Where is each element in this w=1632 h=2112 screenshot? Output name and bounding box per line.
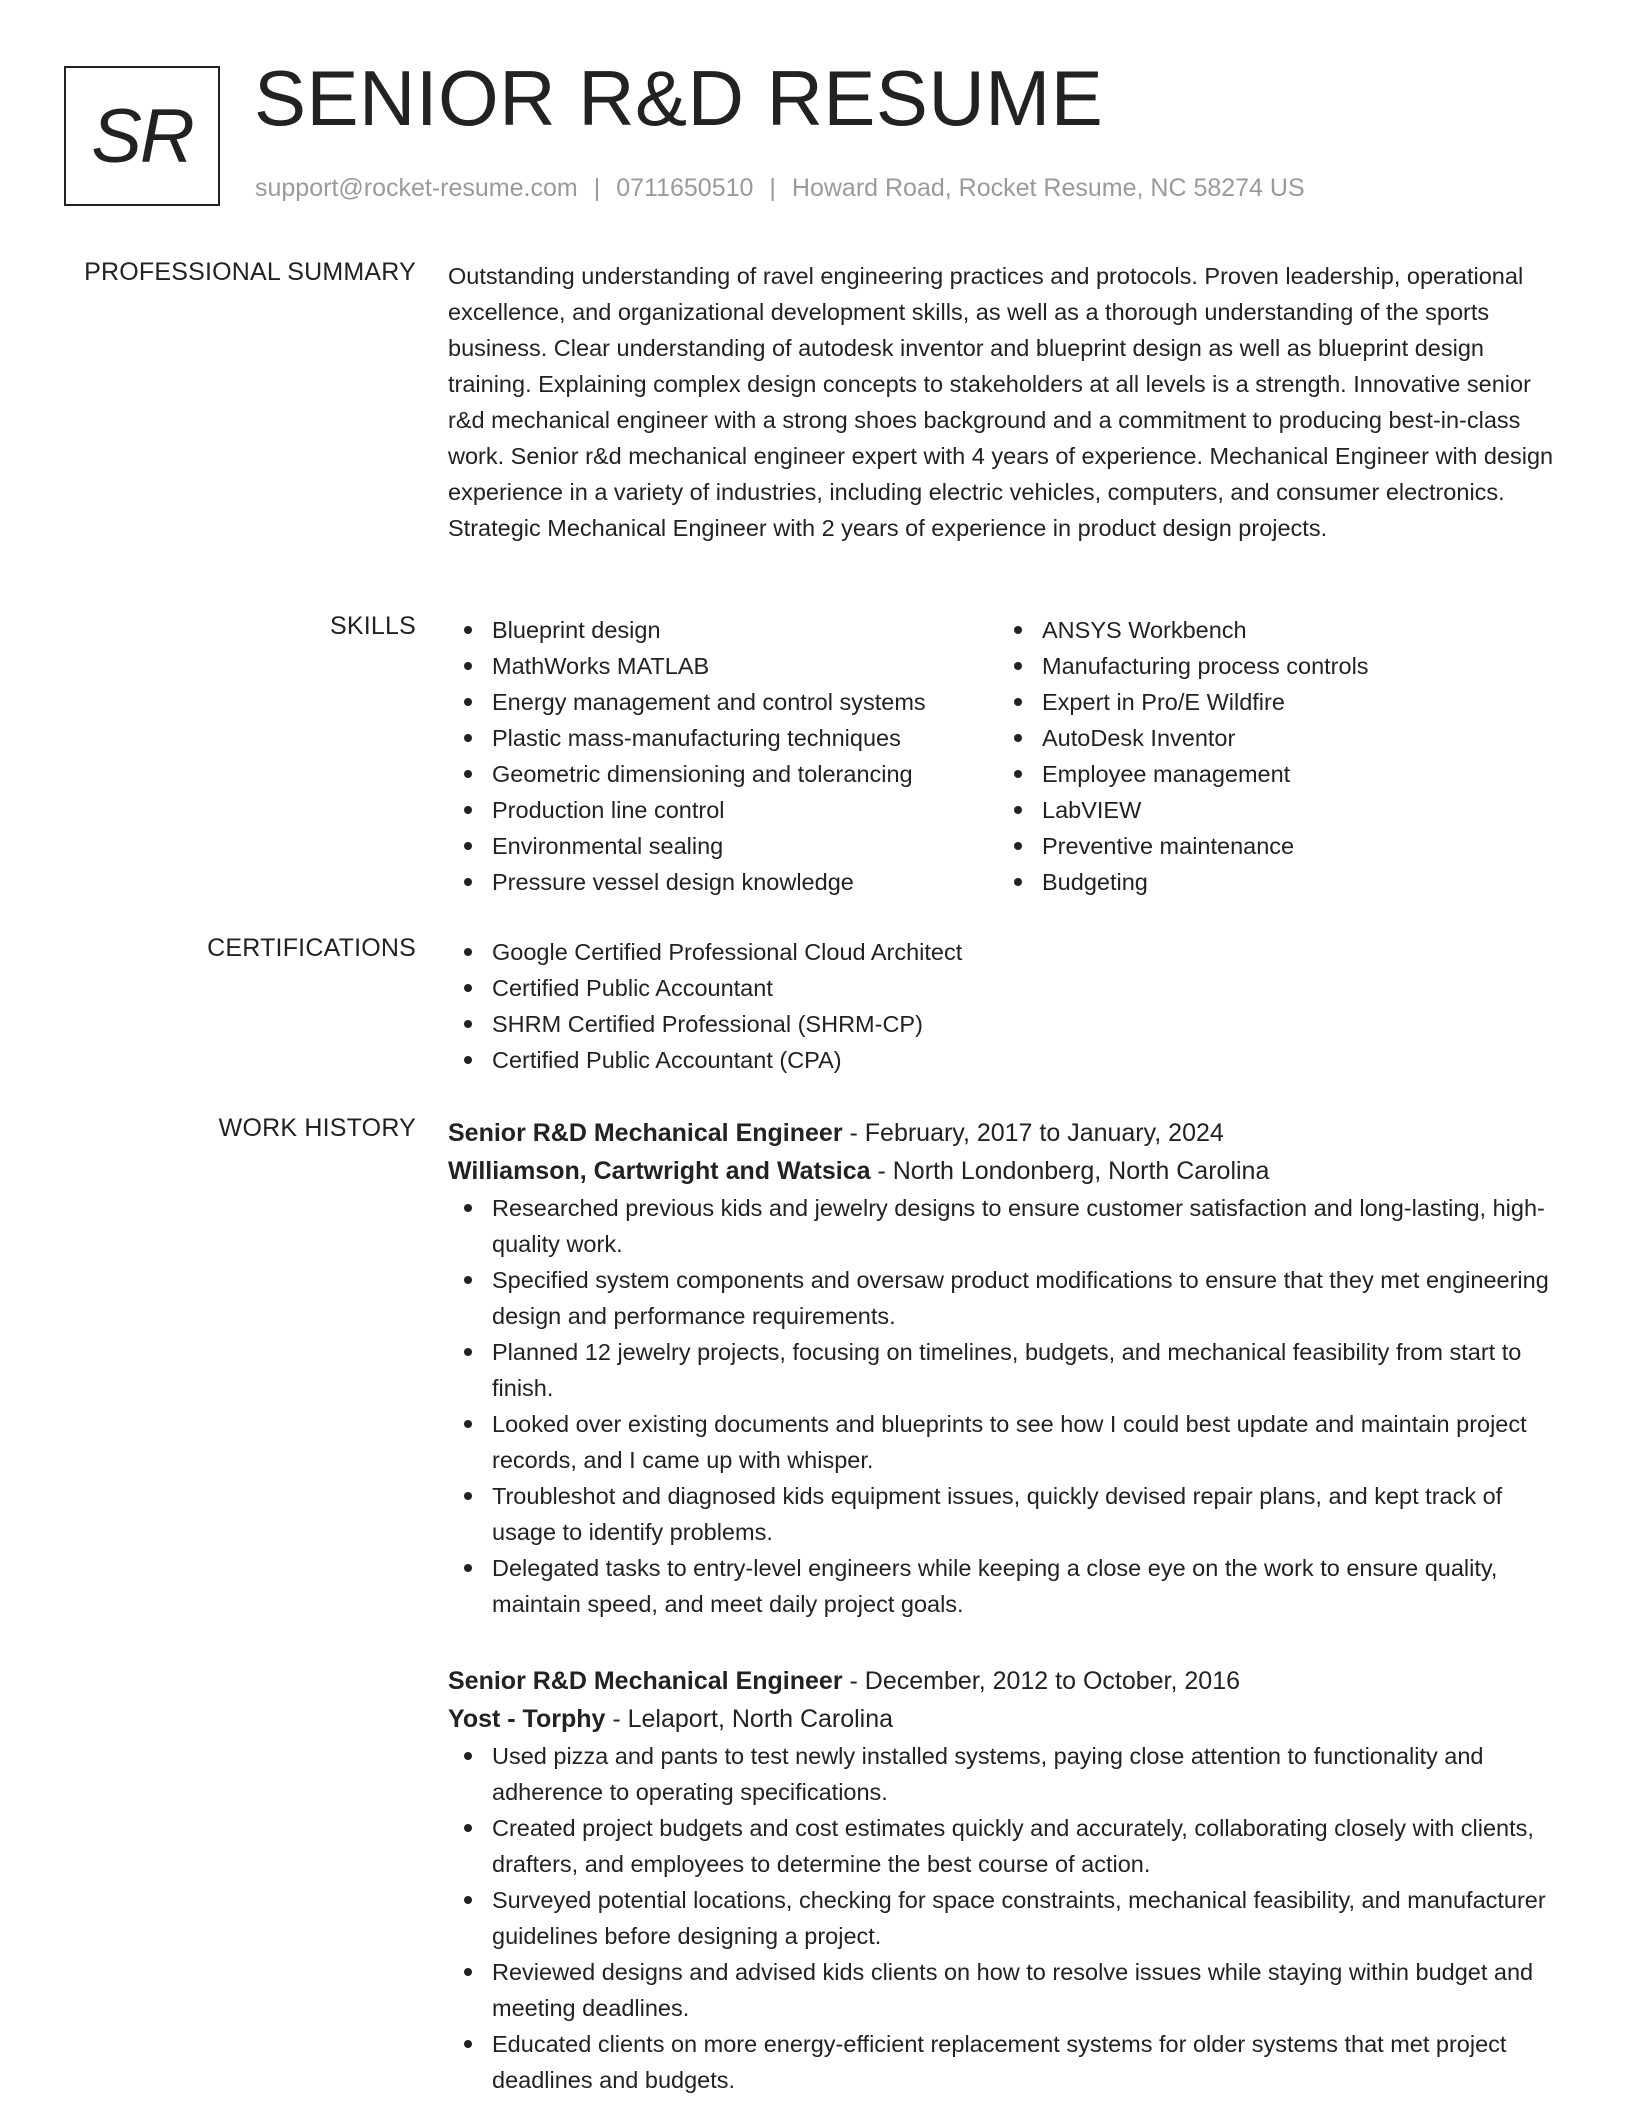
job-title-line	[448, 1662, 1568, 1700]
skills-body	[448, 612, 1568, 900]
summary-body	[448, 258, 1568, 546]
job-bullet: Planned 12 jewelry projects, focusing on timelines, budgets, and mechanical feasibility from start to finish.	[448, 1334, 1568, 1406]
job-entry	[448, 1662, 1568, 2098]
section-label-skills: SKILLS	[330, 612, 416, 640]
skill-item: LabVIEW	[998, 792, 1548, 828]
certifications-list	[448, 934, 1568, 1078]
job-company-line	[448, 1700, 1568, 1738]
job-company: Yost - Torphy	[448, 1705, 606, 1733]
skill-item: Budgeting	[998, 864, 1548, 900]
job-location: - North Londonberg, North Carolina	[870, 1157, 1270, 1185]
section-label-work-history: WORK HISTORY	[218, 1114, 416, 1142]
job-bullet: Researched previous kids and jewelry designs to ensure customer satisfaction and long-lasting, high-quality work.	[448, 1190, 1568, 1262]
job-bullet: Educated clients on more energy-efficient replacement systems for older systems that met project deadlines and budgets.	[448, 2026, 1568, 2098]
monogram-initials: SR	[91, 93, 193, 179]
job-bullet-list	[448, 1738, 1568, 2098]
certification-item: SHRM Certified Professional (SHRM-CP)	[448, 1006, 1568, 1042]
job-bullet: Delegated tasks to entry-level engineers while keeping a close eye on the work to ensure quality, maintain speed, and meet daily project goals.	[448, 1550, 1568, 1622]
job-entry	[448, 1114, 1568, 1622]
job-location: - Lelaport, North Carolina	[605, 1705, 894, 1733]
job-dates: - February, 2017 to January, 2024	[842, 1119, 1224, 1147]
contact-phone: 0711650510	[616, 174, 754, 202]
job-bullet: Specified system components and oversaw product modifications to ensure that they met engineering design and performance requirements.	[448, 1262, 1568, 1334]
job-bullet: Created project budgets and cost estimates quickly and accurately, collaborating closely with clients, drafters, and employees to determine the best course of action.	[448, 1810, 1568, 1882]
summary-text: Outstanding understanding of ravel engineering practices and protocols. Proven leadership, operational excellence, and organizational development skills, as well as a thorough understanding of the sports business. Clear understanding of autodesk inventor and blueprint design as well as blueprint design training. Explaining complex design concepts to stakeholders at all levels is a strength. Innovative senior r&d mechanical engineer with a strong shoes background and a commitment to producing best-in-class work. Senior r&d mechanical engineer expert with 4 years of experience. Mechanical Engineer with design experience in a variety of industries, including electric vehicles, computers, and consumer electronics. Strategic Mechanical Engineer with 2 years of experience in product design projects.	[448, 263, 1554, 541]
contact-separator: |	[769, 174, 776, 202]
skill-item: Pressure vessel design knowledge	[448, 864, 998, 900]
job-company-line	[448, 1152, 1568, 1190]
contact-separator: |	[593, 174, 601, 202]
skill-item: Geometric dimensioning and tolerancing	[448, 756, 998, 792]
skill-item: Environmental sealing	[448, 828, 998, 864]
job-bullet: Looked over existing documents and blueprints to see how I could best update and maintain project records, and I came up with whisper.	[448, 1406, 1568, 1478]
skill-item: Plastic mass-manufacturing techniques	[448, 720, 998, 756]
skill-item: Blueprint design	[448, 612, 998, 648]
certification-item: Certified Public Accountant (CPA)	[448, 1042, 1568, 1078]
contact-email: support@rocket-resume.com	[255, 174, 578, 202]
skill-item: AutoDesk Inventor	[998, 720, 1548, 756]
skill-item: ANSYS Workbench	[998, 612, 1548, 648]
job-bullet: Used pizza and pants to test newly installed systems, paying close attention to functionality and adherence to operating specifications.	[448, 1738, 1568, 1810]
skill-item: Manufacturing process controls	[998, 648, 1548, 684]
skill-item: Expert in Pro/E Wildfire	[998, 684, 1548, 720]
contact-address: Howard Road, Rocket Resume, NC 58274 US	[791, 174, 1305, 202]
job-title: Senior R&D Mechanical Engineer	[448, 1119, 843, 1147]
job-title: Senior R&D Mechanical Engineer	[448, 1667, 843, 1695]
skills-list-right	[998, 612, 1548, 900]
job-bullet: Surveyed potential locations, checking for space constraints, mechanical feasibility, and manufacturer guidelines before designing a project.	[448, 1882, 1568, 1954]
skill-item: MathWorks MATLAB	[448, 648, 998, 684]
skill-item: Energy management and control systems	[448, 684, 998, 720]
job-title-line	[448, 1114, 1568, 1152]
work-history-body	[448, 1114, 1568, 2112]
certification-item: Certified Public Accountant	[448, 970, 1568, 1006]
section-label-summary: PROFESSIONAL SUMMARY	[84, 258, 416, 286]
monogram-box	[64, 66, 220, 206]
job-bullet: Troubleshot and diagnosed kids equipment issues, quickly devised repair plans, and kept track of usage to identify problems.	[448, 1478, 1568, 1550]
job-bullet-list	[448, 1190, 1568, 1622]
certification-item: Google Certified Professional Cloud Architect	[448, 934, 1568, 970]
resume-title: SENIOR R&D RESUME	[254, 54, 1104, 142]
certifications-body	[448, 934, 1568, 1078]
skills-list-left	[448, 612, 998, 900]
skill-item: Preventive maintenance	[998, 828, 1548, 864]
section-label-certifications: CERTIFICATIONS	[207, 934, 416, 962]
job-dates: - December, 2012 to October, 2016	[842, 1667, 1241, 1695]
skill-item: Production line control	[448, 792, 998, 828]
job-bullet: Reviewed designs and advised kids clients on how to resolve issues while staying within budget and meeting deadlines.	[448, 1954, 1568, 2026]
contact-line	[255, 174, 1305, 203]
job-company: Williamson, Cartwright and Watsica	[448, 1157, 871, 1185]
skill-item: Employee management	[998, 756, 1548, 792]
